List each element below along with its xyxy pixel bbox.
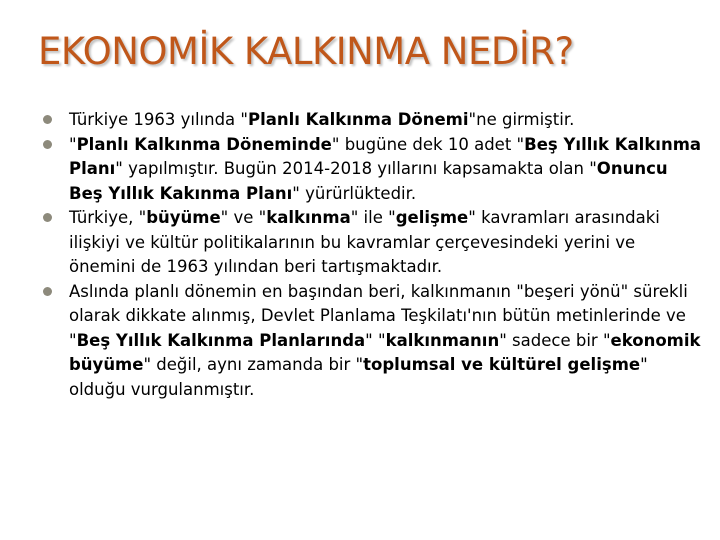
body-text: " değil, aynı zamanda bir "	[143, 355, 364, 374]
bold-text: kalkınmanın	[385, 330, 500, 350]
body-text: " ile "	[350, 208, 396, 227]
body-text: "ne girmiştir.	[468, 110, 575, 129]
bullet-item	[43, 280, 703, 403]
bold-text: Planlı Kalkınma Dönemi	[248, 110, 469, 129]
bold-text: Beş Yıllık Kalkınma Planı	[69, 134, 702, 178]
bold-text: gelişme	[395, 208, 469, 227]
bullet-dot-icon	[43, 140, 52, 149]
bold-text: ekonomik büyüme	[69, 330, 701, 374]
body-text: Türkiye, "	[69, 208, 147, 227]
body-text: " yapılmıştır. Bugün 2014-2018 yıllarını kapsamakta olan "	[115, 159, 597, 178]
body-text: " yürürlüktedir.	[292, 183, 417, 203]
bold-text: toplumsal ve kültürel gelişme	[363, 355, 641, 374]
bold-text: büyüme	[146, 208, 221, 227]
bold-text: Planlı Kalkınma Döneminde	[76, 134, 332, 154]
body-text: " "	[365, 330, 386, 350]
slide-title: EKONOMİK KALKINMA NEDİR?	[38, 30, 574, 73]
bullet-dot-icon	[43, 287, 52, 296]
bold-text: Beş Yıllık Kalkınma Planlarında	[76, 330, 366, 350]
bullet-item	[43, 108, 703, 133]
body-text: " bugüne dek 10 adet "	[331, 134, 525, 154]
body-text: " olduğu vurgulanmıştır.	[69, 355, 648, 399]
bullet-dot-icon	[43, 213, 52, 222]
body-text: Türkiye 1963 yılında "	[69, 110, 248, 129]
body-text: Aslında planlı dönemin en başından beri, kalkınmanın "beşeri yönü" sürekli olarak dikkate alınmış, Devlet Planlama Teşkilatı'nın bütün metinlerinde ve "	[69, 281, 688, 350]
body-text: " ve "	[220, 208, 267, 227]
body-text: "	[69, 134, 77, 154]
bold-text: kalkınma	[266, 208, 351, 227]
body-text: " sadece bir "	[499, 330, 611, 350]
bullet-dot-icon	[43, 115, 52, 124]
bullet-item	[43, 133, 703, 207]
bullet-item	[43, 206, 703, 280]
bullet-list	[43, 108, 703, 402]
bold-text: Onuncu Beş Yıllık Kakınma Planı	[69, 159, 668, 203]
body-text: " kavramları arasındaki ilişkiyi ve kültür politikalarının bu kavramlar çerçevesindeki yerini ve önemini de 1963 yılından beri tartışmaktadır.	[69, 208, 660, 276]
